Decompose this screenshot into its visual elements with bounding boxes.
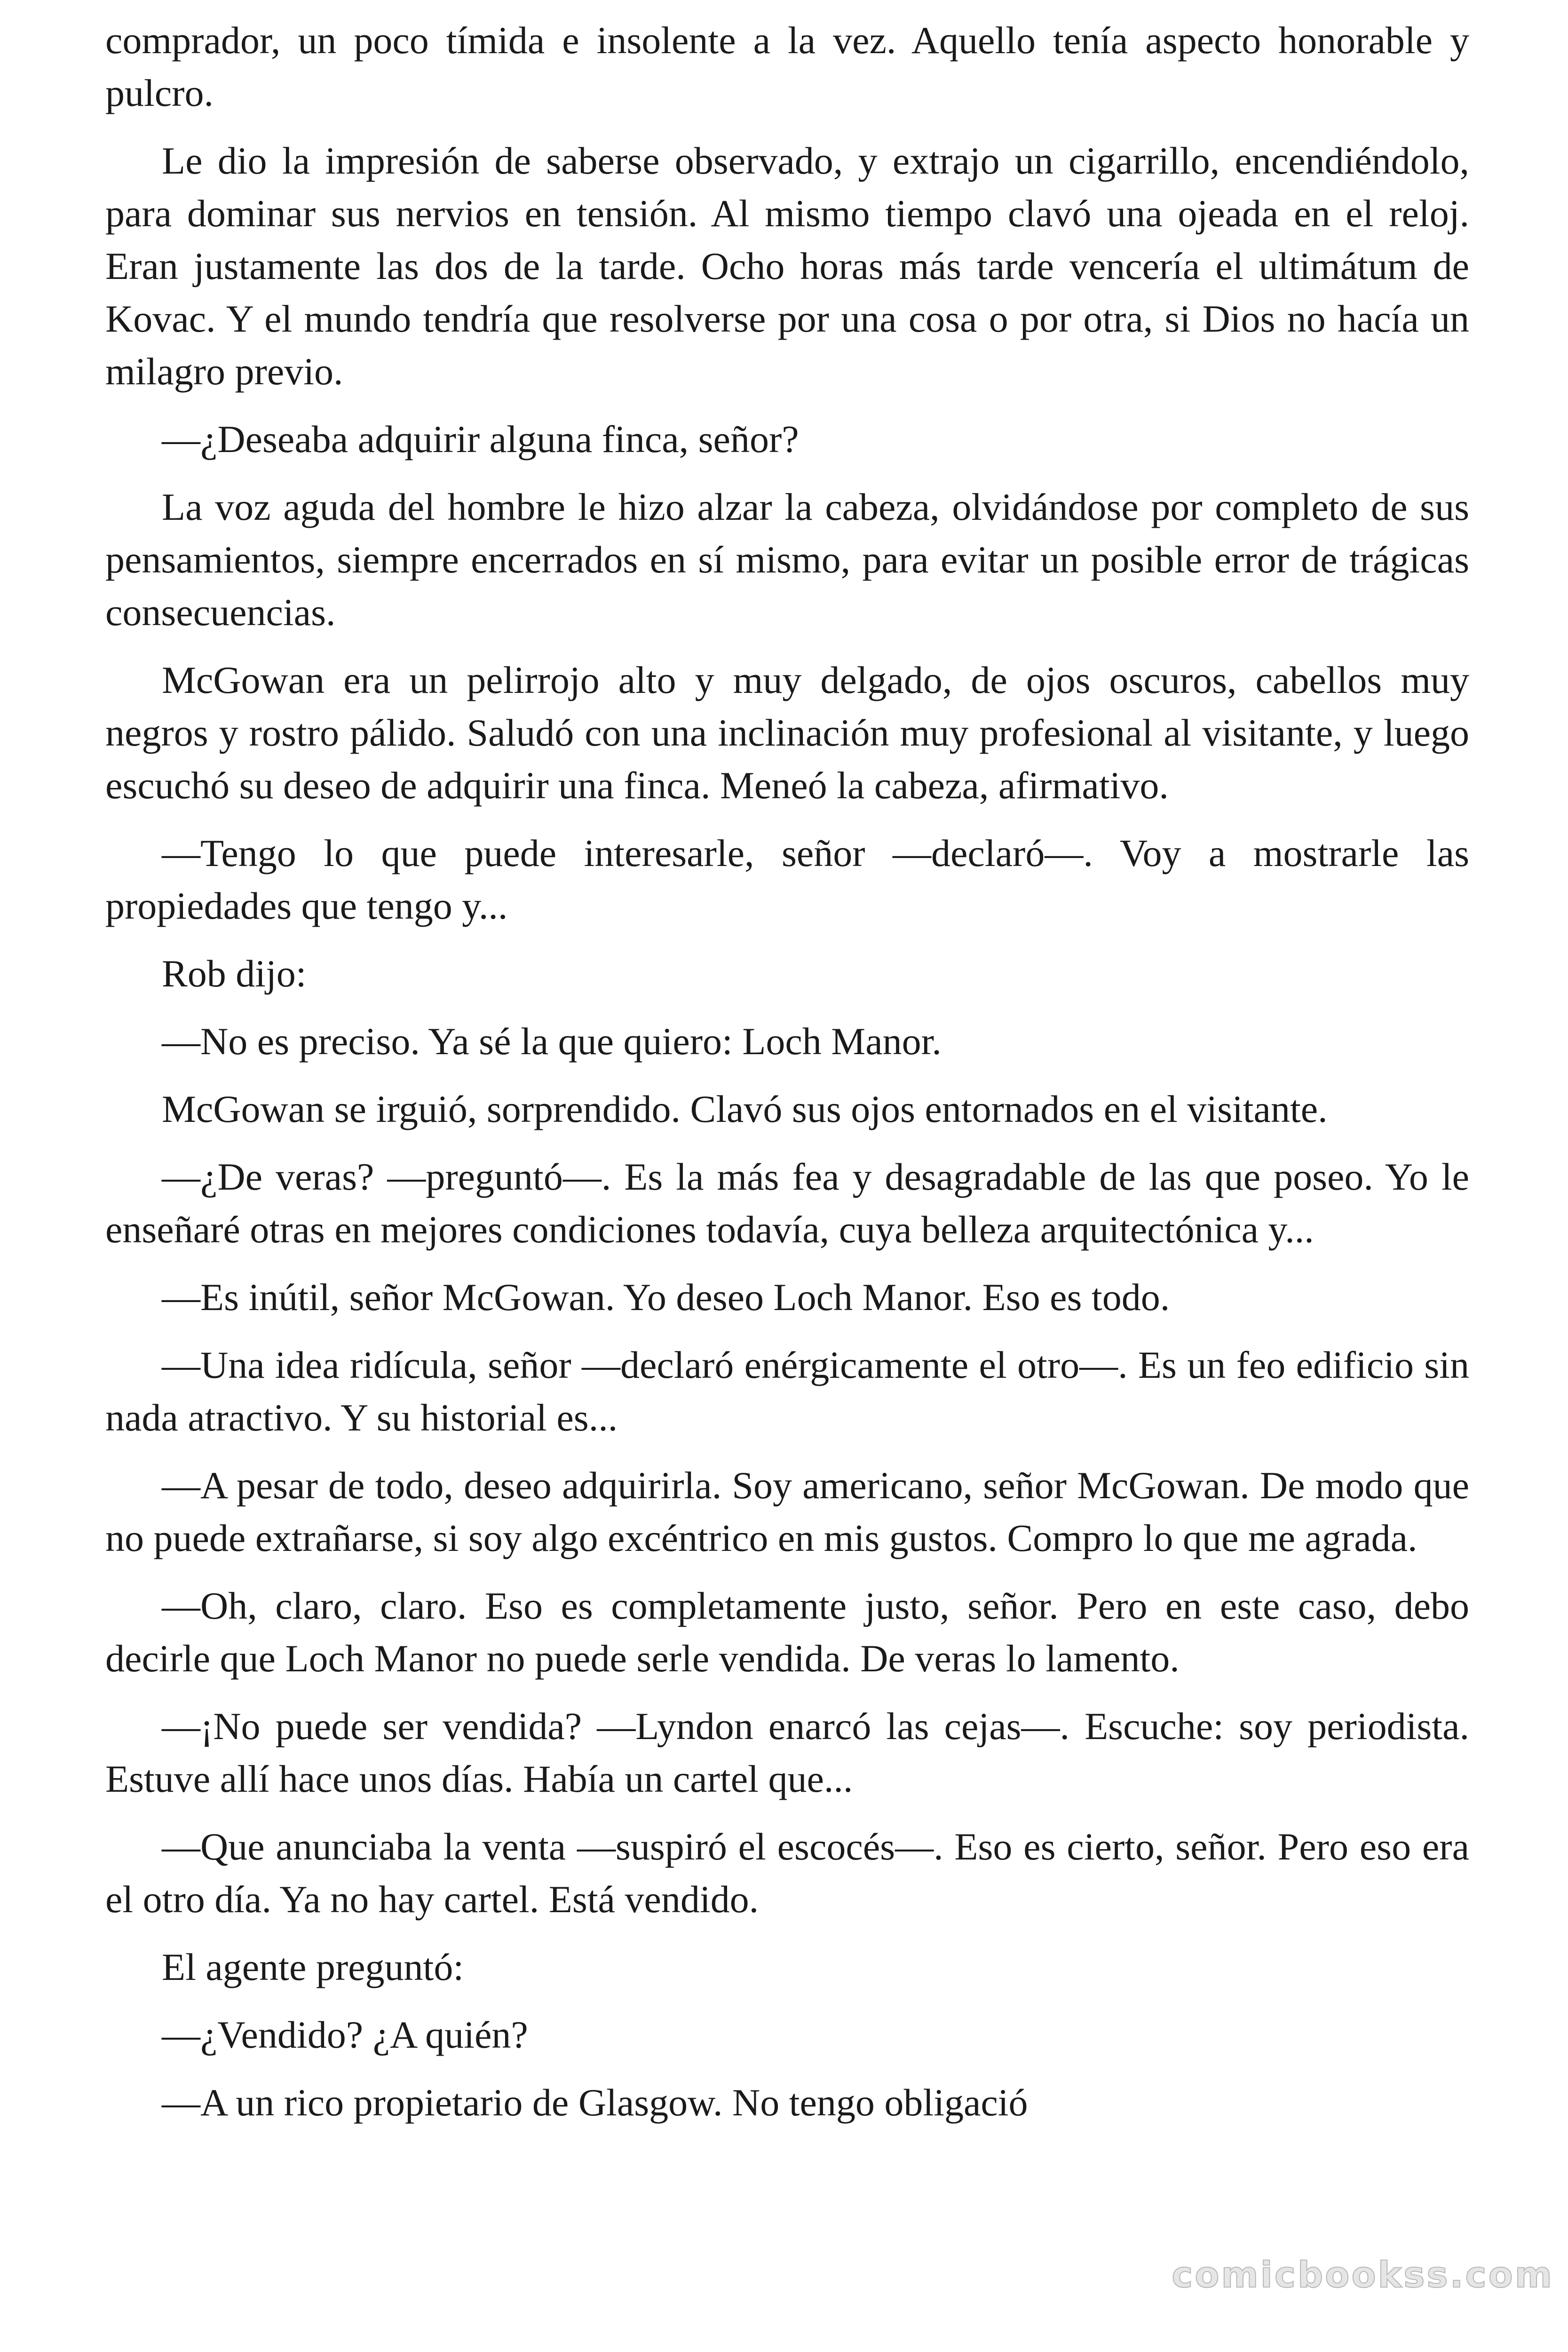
paragraph: McGowan era un pelirrojo alto y muy delgado, de ojos oscuros, cabellos muy negros y rostro pálido. Saludó con una inclinación muy profesional al visitante, y luego escuchó su deseo de adquirir una finca. Meneó la cabeza, afirmativo.: [105, 659, 1469, 807]
paragraph: La voz aguda del hombre le hizo alzar la cabeza, olvidándose por completo de sus pensamientos, siempre encerrados en sí mismo, para evitar un posible error de trágicas consecuencias.: [105, 485, 1469, 634]
paragraph: Rob dijo:: [162, 952, 307, 995]
paragraph: —Tengo lo que puede interesarle, señor —declaró—. Voy a mostrarle las propiedades que tengo y...: [105, 832, 1469, 927]
paragraph: —No es preciso. Ya sé la que quiero: Loch Manor.: [162, 1020, 942, 1063]
paragraph: —Una idea ridícula, señor —declaró enérgicamente el otro—. Es un feo edificio sin nada atractivo. Y su historial es...: [105, 1343, 1469, 1439]
page-text: [105, 14, 1469, 2144]
paragraph: —Que anunciaba la venta —suspiró el escocés—. Eso es cierto, señor. Pero eso era el otro día. Ya no hay cartel. Está vendido.: [105, 1825, 1469, 1921]
paragraph: comprador, un poco tímida e insolente a la vez. Aquello tenía aspecto honorable y pulcro.: [105, 19, 1469, 114]
paragraph: —¿Vendido? ¿A quién?: [162, 2013, 528, 2056]
paragraph: Le dio la impresión de saberse observado, y extrajo un cigarrillo, encendiéndolo, para dominar sus nervios en tensión. Al mismo tiempo clavó una ojeada en el reloj. Eran justamente las dos de la tarde. Ocho horas más tarde vencería el ultimátum de Kovac. Y el mundo tendría que resolverse por una cosa o por otra, si Dios no hacía un milagro previo.: [105, 139, 1469, 393]
paragraph: —¡No puede ser vendida? —Lyndon enarcó las cejas—. Escuche: soy periodista. Estuve allí hace unos días. Había un cartel que...: [105, 1705, 1469, 1800]
paragraph: —Es inútil, señor McGowan. Yo deseo Loch Manor. Eso es todo.: [162, 1276, 1170, 1319]
paragraph: —A un rico propietario de Glasgow. No tengo obligació: [162, 2081, 1028, 2124]
paragraph: —A pesar de todo, deseo adquirirla. Soy americano, señor McGowan. De modo que no puede extrañarse, si soy algo excéntrico en mis gustos. Compro lo que me agrada.: [105, 1464, 1469, 1559]
paragraph: McGowan se irguió, sorprendido. Clavó sus ojos entornados en el visitante.: [162, 1088, 1328, 1130]
paragraph: —¿De veras? —preguntó—. Es la más fea y desagradable de las que poseo. Yo le enseñaré otras en mejores condiciones todavía, cuya belleza arquitectónica y...: [105, 1155, 1469, 1251]
paragraph: —¿Deseaba adquirir alguna finca, señor?: [162, 418, 799, 461]
paragraph: —Oh, claro, claro. Eso es completamente justo, señor. Pero en este caso, debo decirle que Loch Manor no puede serle vendida. De veras lo lamento.: [105, 1584, 1469, 1680]
watermark: comicbookss.com: [1172, 2254, 1554, 2296]
paragraph: El agente preguntó:: [162, 1946, 464, 1988]
